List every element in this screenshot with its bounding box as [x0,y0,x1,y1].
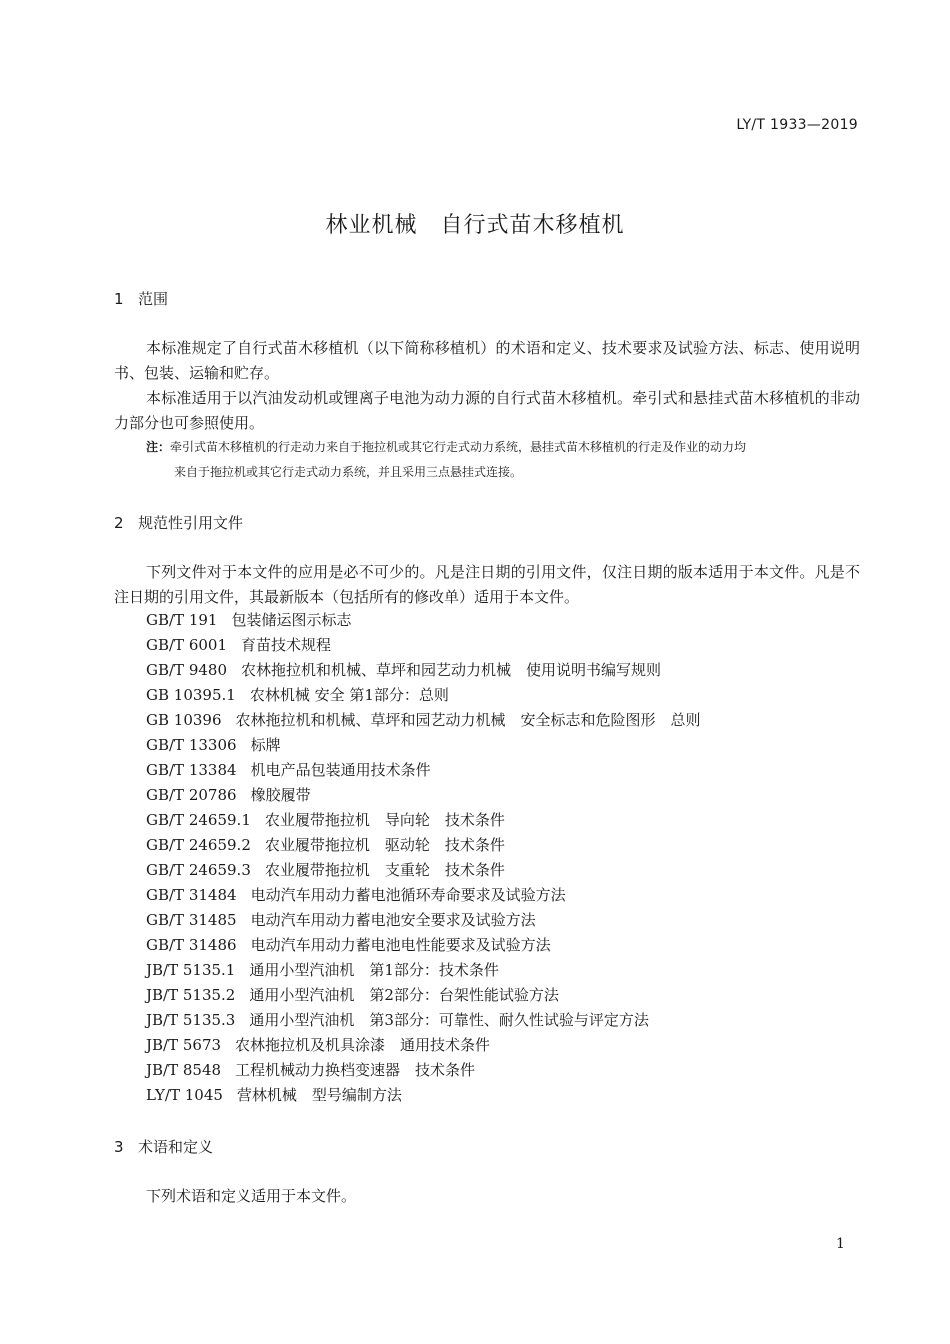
reference-title: 通用小型汽油机 第2部分：台架性能试验方法 [249,986,559,1004]
reference-code: GB/T 13384 [146,761,237,779]
page-number: 1 [836,1236,845,1252]
reference-item [146,658,701,683]
document-title: 林业机械 自行式苗木移植机 [325,213,625,238]
note-text-line-2: 来自于拖拉机或其它行走式动力系统，并且采用三点悬挂式连接。 [174,465,523,479]
section-2-heading [114,512,243,533]
reference-item [146,1058,701,1083]
reference-code: GB/T 20786 [146,786,237,804]
reference-title: 农林机械 安全 第1部分：总则 [249,686,449,704]
reference-title: 营林机械 型号编制方法 [236,1086,402,1104]
reference-title: 通用小型汽油机 第1部分：技术条件 [249,961,499,979]
reference-item [146,683,701,708]
section-number: 3 [114,1138,124,1156]
terms-intro: 下列术语和定义适用于本文件。 [146,1187,357,1205]
section-3-heading [114,1136,213,1157]
reference-title: 育苗技术规程 [241,636,332,654]
reference-code: GB/T 24659.2 [146,836,251,854]
reference-item [146,883,701,908]
note-label: 注： [146,440,171,454]
section-title: 规范性引用文件 [138,514,244,532]
scope-paragraph-2: 本标准适用于以汽油发动机或锂离子电池为动力源的自行式苗木移植机。牵引式和悬挂式苗木移植机的非动力部分也可参照使用。 [114,389,860,432]
reference-item [146,1033,701,1058]
reference-title: 电动汽车用动力蓄电池循环寿命要求及试验方法 [250,886,566,904]
reference-code: GB/T 31486 [146,936,237,954]
reference-title: 农林拖拉机和机械、草坪和园艺动力机械 安全标志和危险图形 总则 [235,711,701,729]
reference-list [146,608,701,1108]
reference-code: GB/T 13306 [146,736,237,754]
reference-item [146,958,701,983]
reference-item [146,733,701,758]
reference-title: 电动汽车用动力蓄电池电性能要求及试验方法 [250,936,551,954]
reference-item [146,908,701,933]
reference-title: 农林拖拉机及机具涂漆 通用技术条件 [235,1036,491,1054]
section-number: 2 [114,514,124,532]
reference-item [146,933,701,958]
reference-item [146,608,701,633]
reference-item [146,1083,701,1108]
reference-code: JB/T 8548 [146,1061,222,1079]
reference-code: GB/T 191 [146,611,218,629]
reference-title: 农业履带拖拉机 驱动轮 技术条件 [264,836,505,854]
reference-title: 电动汽车用动力蓄电池安全要求及试验方法 [250,911,536,929]
reference-code: JB/T 5135.3 [146,1011,236,1029]
reference-title: 工程机械动力换档变速器 技术条件 [235,1061,476,1079]
reference-item [146,858,701,883]
reference-code: JB/T 5135.2 [146,986,236,1004]
reference-code: GB/T 31484 [146,886,237,904]
reference-title: 橡胶履带 [250,786,311,804]
reference-code: JB/T 5673 [146,1036,222,1054]
reference-item [146,1008,701,1033]
reference-title: 农业履带拖拉机 导向轮 技术条件 [264,811,505,829]
reference-code: GB/T 6001 [146,636,228,654]
reference-title: 通用小型汽油机 第3部分：可靠性、耐久性试验与评定方法 [249,1011,649,1029]
note-text-line-1: 牵引式苗木移植机的行走动力来自于拖拉机或其它行走式动力系统，悬挂式苗木移植机的行走及作业的动力均 [170,440,747,454]
reference-title: 包装储运图示标志 [231,611,352,629]
reference-title: 机电产品包装通用技术条件 [250,761,431,779]
reference-item [146,833,701,858]
section-number: 1 [114,290,124,308]
section-title: 术语和定义 [138,1138,214,1156]
section-1-heading [114,288,168,309]
reference-title: 标牌 [250,736,281,754]
reference-item [146,808,701,833]
reference-item [146,758,701,783]
reference-code: JB/T 5135.1 [146,961,236,979]
reference-item [146,708,701,733]
scope-paragraph-1: 本标准规定了自行式苗木移植机（以下简称移植机）的术语和定义、技术要求及试验方法、标志、使用说明书、包装、运输和贮存。 [114,339,860,382]
scope-note [146,435,860,485]
reference-code: GB 10395.1 [146,686,236,704]
reference-item [146,983,701,1008]
section-title: 范围 [138,290,169,308]
reference-title: 农业履带拖拉机 支重轮 技术条件 [264,861,505,879]
reference-code: GB/T 24659.1 [146,811,251,829]
reference-code: LY/T 1045 [146,1086,223,1104]
references-intro: 下列文件对于本文件的应用是必不可少的。凡是注日期的引用文件，仅注日期的版本适用于本文件。凡是不注日期的引用文件，其最新版本（包括所有的修改单）适用于本文件。 [114,563,860,606]
reference-item [146,633,701,658]
reference-code: GB/T 9480 [146,661,228,679]
reference-code: GB 10396 [146,711,222,729]
reference-code: GB/T 24659.3 [146,861,251,879]
reference-title: 农林拖拉机和机械、草坪和园艺动力机械 使用说明书编写规则 [241,661,662,679]
standard-code: LY/T 1933—2019 [736,117,858,133]
reference-item [146,783,701,808]
reference-code: GB/T 31485 [146,911,237,929]
